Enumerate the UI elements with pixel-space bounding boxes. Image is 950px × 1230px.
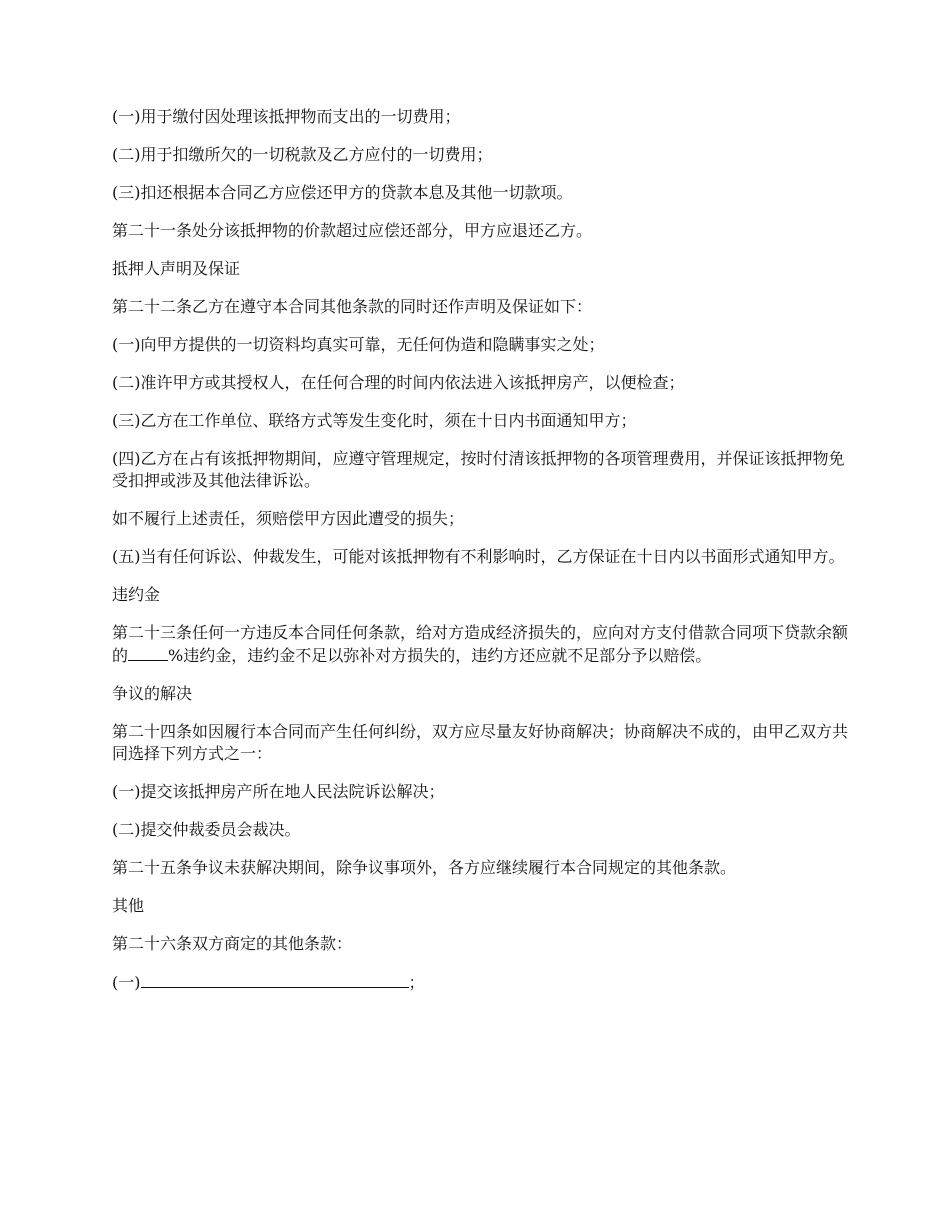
clause-item-3: (三)扣还根据本合同乙方应偿还甲方的贷款本息及其他一切款项。 [112, 183, 573, 202]
article-25: 第二十五条争议未获解决期间，除争议事项外，各方应继续履行本合同规定的其他条款。 [112, 858, 737, 877]
penalty-percent-blank [128, 644, 168, 661]
section-heading-penalty: 违约金 [112, 585, 161, 604]
other-clause-1 [112, 971, 852, 994]
article-22: 第二十二条乙方在遵守本合同其他条款的同时还作声明及保证如下： [112, 297, 593, 316]
statement-item-3: (三)乙方在工作单位、联络方式等发生变化时，须在十日内书面通知甲方； [112, 411, 637, 430]
section-heading-dispute: 争议的解决 [112, 684, 193, 703]
article-23-part-1: 第二十三条任何一方违反本合同任何条款，给对方造成经济损失的，应向对方支付借款合同项下贷款余额的 [112, 623, 849, 665]
other-clause-1-end: ； [408, 973, 425, 992]
statement-item-4: (四)乙方在占有该抵押物期间，应遵守管理规定，按时付清该抵押物的各项管理费用，并保证该抵押物免受扣押或涉及其他法律诉讼。 [112, 449, 845, 490]
dispute-option-1: (一)提交该抵押房产所在地人民法院诉讼解决； [112, 782, 445, 801]
section-heading-other: 其他 [112, 896, 145, 915]
article-23-part-2: %违约金，违约金不足以弥补对方损失的，违约方还应就不足部分予以赔偿。 [168, 646, 712, 665]
other-clause-1-blank [141, 971, 409, 988]
section-heading-mortgagor-statement: 抵押人声明及保证 [112, 259, 241, 278]
clause-item-1: (一)用于缴付因处理该抵押物而支出的一切费用； [112, 107, 461, 126]
liability-note: 如不履行上述责任，须赔偿甲方因此遭受的损失； [112, 509, 465, 528]
article-26: 第二十六条双方商定的其他条款： [112, 934, 353, 953]
article-23 [112, 622, 852, 667]
article-24: 第二十四条如因履行本合同而产生任何纠纷，双方应尽量友好协商解决；协商解决不成的，由甲乙双方共同选择下列方式之一： [112, 722, 849, 763]
statement-item-1: (一)向甲方提供的一切资料均真实可靠，无任何伪造和隐瞒事实之处； [112, 335, 605, 354]
article-21: 第二十一条处分该抵押物的价款超过应偿还部分，甲方应退还乙方。 [112, 221, 593, 240]
other-clause-1-label: (一) [112, 973, 141, 992]
clause-item-2: (二)用于扣缴所欠的一切税款及乙方应付的一切费用； [112, 145, 493, 164]
dispute-option-2: (二)提交仲裁委员会裁决。 [112, 820, 301, 839]
statement-item-5: (五)当有任何诉讼、仲裁发生，可能对该抵押物有不利影响时，乙方保证在十日内以书面形式通知甲方。 [112, 547, 845, 566]
statement-item-2: (二)准许甲方或其授权人，在任何合理的时间内依法进入该抵押房产，以便检查； [112, 373, 685, 392]
document-page [112, 106, 852, 1010]
